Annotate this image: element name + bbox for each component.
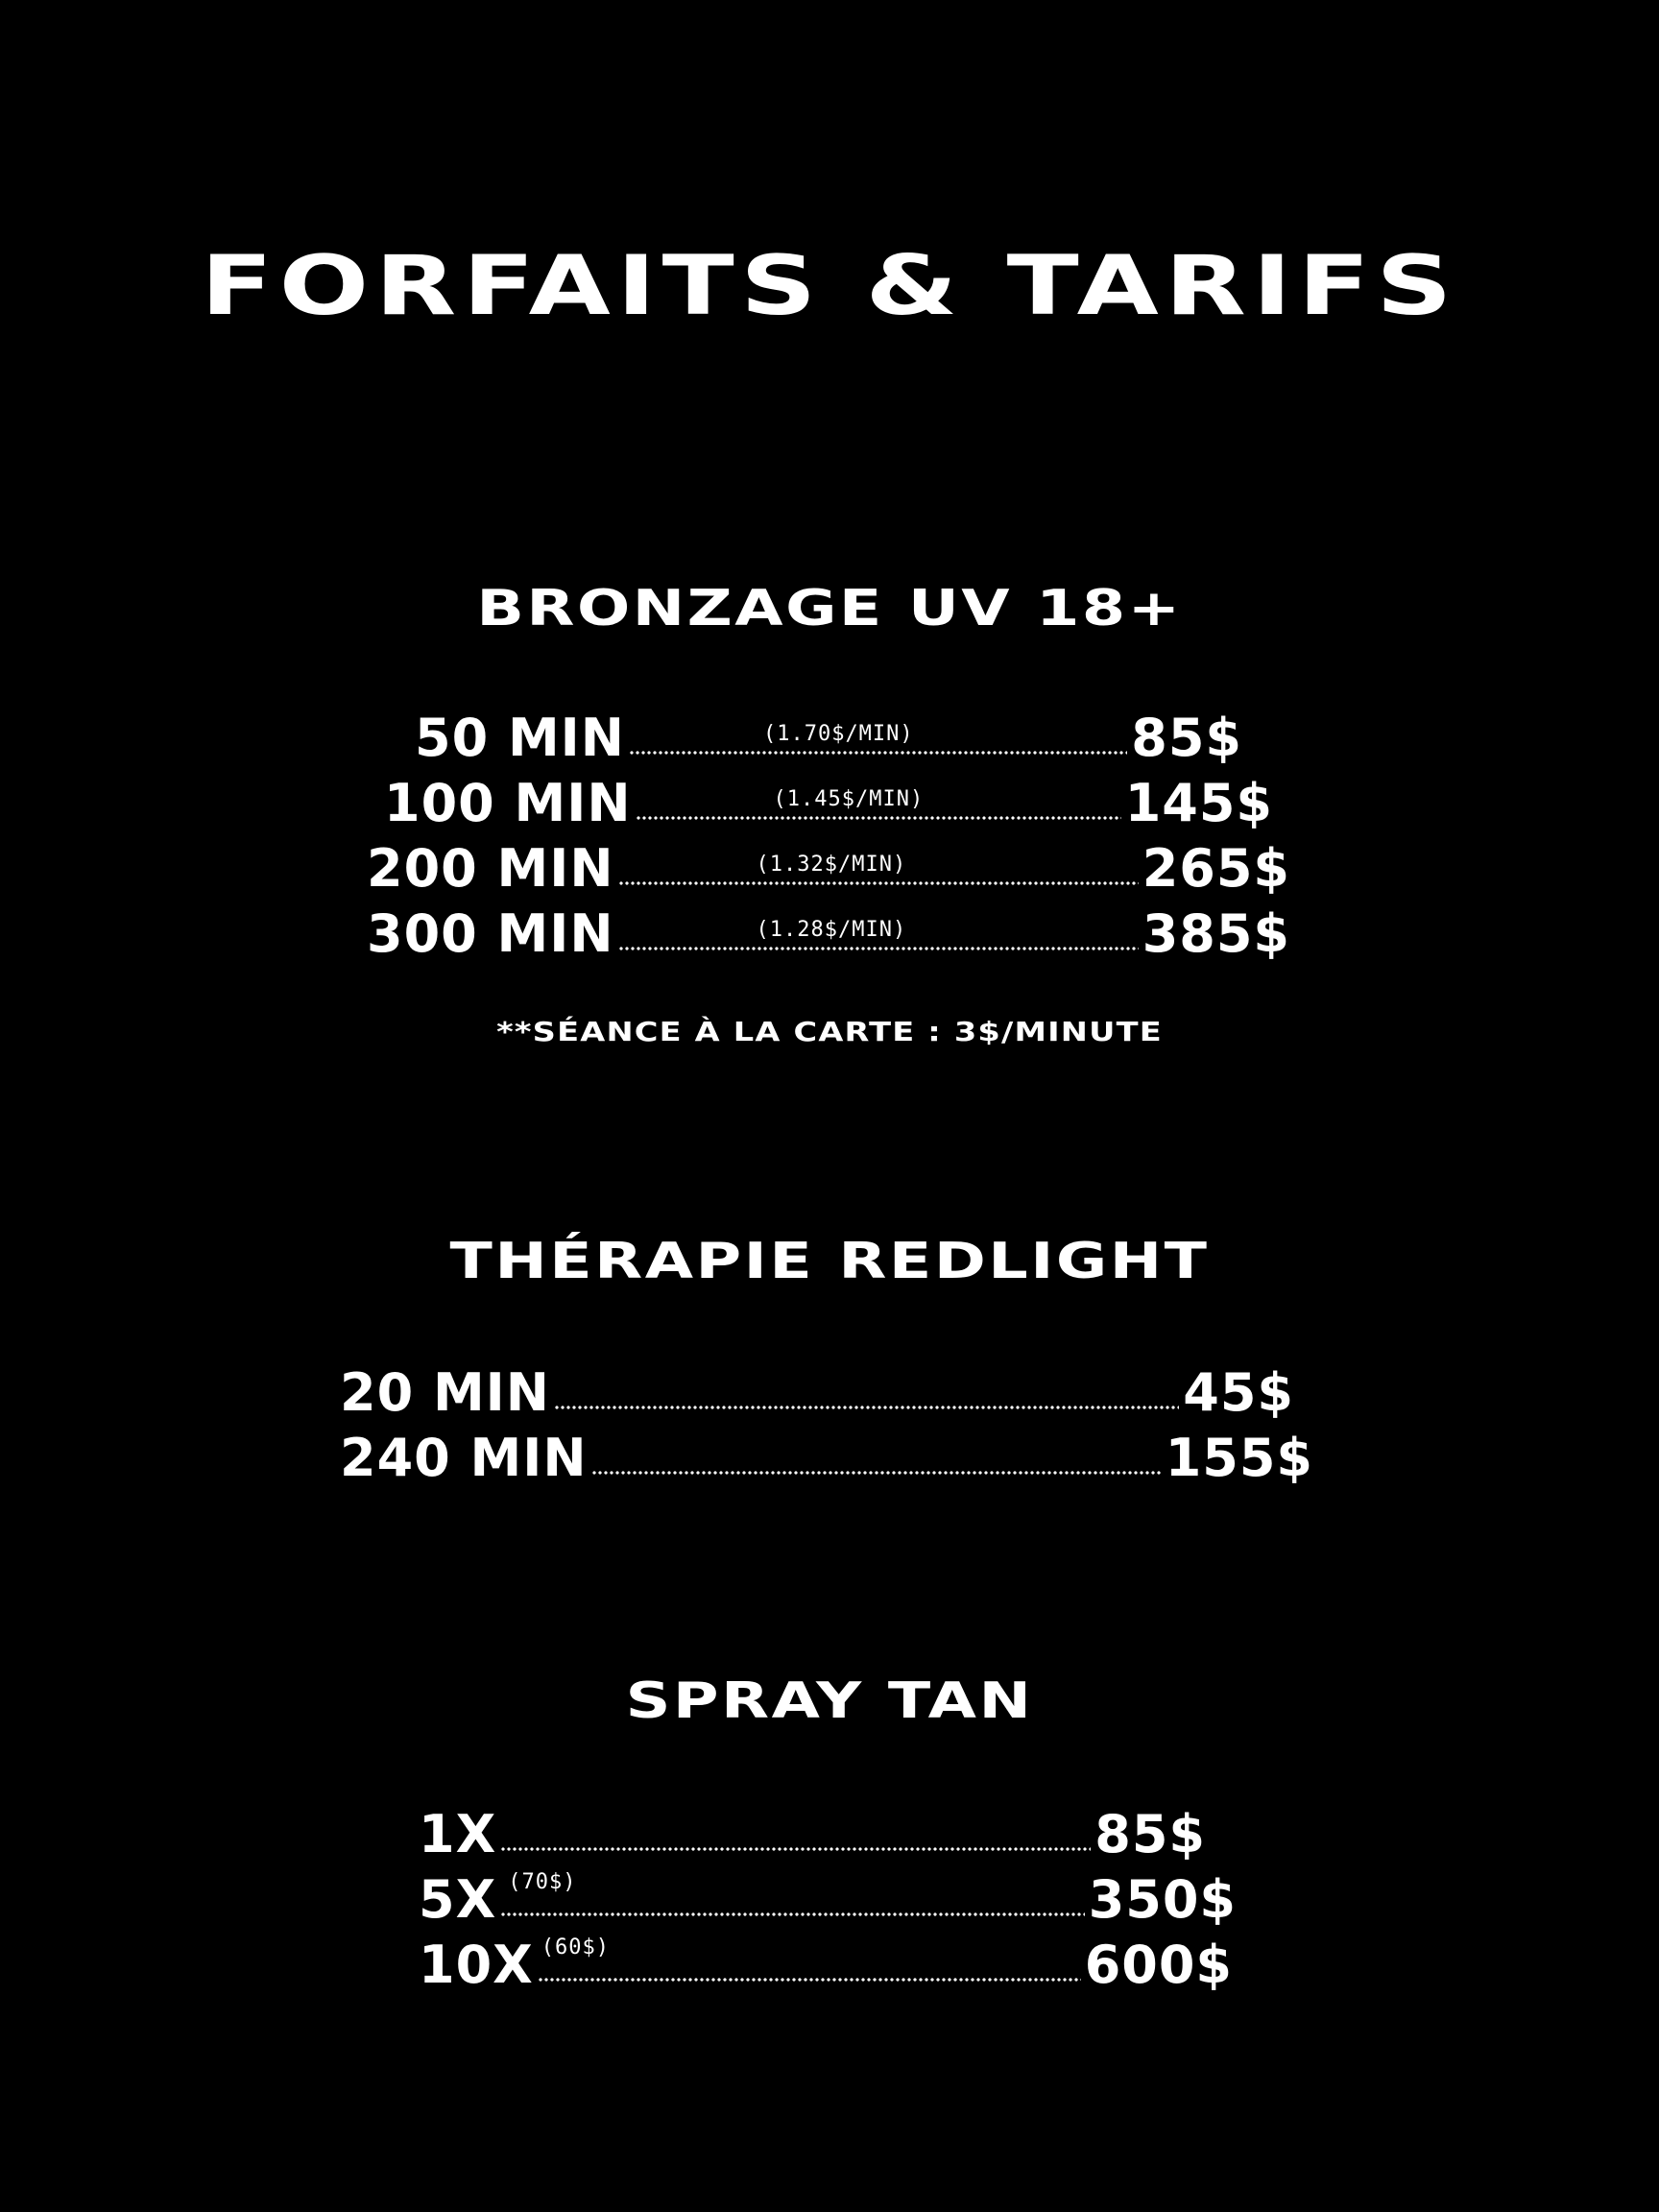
price-row [340,1363,1294,1423]
a-la-carte-note: **SÉANCE À LA CARTE : 3$/MINUTE [496,1016,1163,1047]
per-minute-rate: (1.45$/MIN) [773,787,925,811]
dot-leader [500,1870,1084,1916]
dot-leader [636,787,1121,820]
section-title-spray-tan: SPRAY TAN [625,1672,1034,1730]
page-title: FORFAITS & TARIFS [200,238,1458,334]
price-row [340,1429,1313,1488]
dot-leader [618,918,1139,950]
price-row-price: 145$ [1124,773,1273,833]
price-row-price: 350$ [1088,1869,1237,1930]
price-row [419,1805,1206,1864]
dot-leader [591,1471,1162,1475]
price-row [415,709,1242,768]
price-row [367,904,1290,964]
dot-leader [618,853,1139,885]
price-row-price: 600$ [1084,1935,1233,1995]
price-row-price: 85$ [1094,1804,1206,1864]
price-row [384,774,1273,833]
price-row-price: 265$ [1142,838,1290,899]
dot-leader [554,1406,1179,1409]
price-row-label: 50 MIN [415,708,625,768]
price-row [367,839,1290,899]
dot-leader [538,1936,1081,1982]
price-row-price: 155$ [1165,1428,1313,1488]
price-row-label: 5X [419,1869,497,1930]
section-title-bronzage: BRONZAGE UV 18+ [476,580,1183,637]
price-row-label: 200 MIN [367,838,614,899]
per-minute-rate: (1.70$/MIN) [762,722,914,746]
dot-leader [500,1847,1091,1851]
price-row-price: 85$ [1131,708,1242,768]
price-row-price: 385$ [1142,903,1290,964]
price-row-label: 20 MIN [340,1362,550,1423]
per-minute-rate: (1.28$/MIN) [756,918,907,942]
per-session-rate: (60$) [541,1936,611,1960]
price-row [419,1870,1237,1930]
dot-leader [629,722,1127,755]
price-row [419,1936,1233,1995]
price-row-label: 10X [419,1935,534,1995]
price-row-price: 45$ [1183,1362,1294,1423]
price-row-label: 1X [419,1804,497,1864]
section-title-redlight: THÉRAPIE REDLIGHT [449,1233,1210,1290]
price-row-label: 300 MIN [367,903,614,964]
per-session-rate: (70$) [508,1870,577,1894]
price-row-label: 100 MIN [384,773,632,833]
per-minute-rate: (1.32$/MIN) [756,853,907,877]
price-row-label: 240 MIN [340,1428,588,1488]
